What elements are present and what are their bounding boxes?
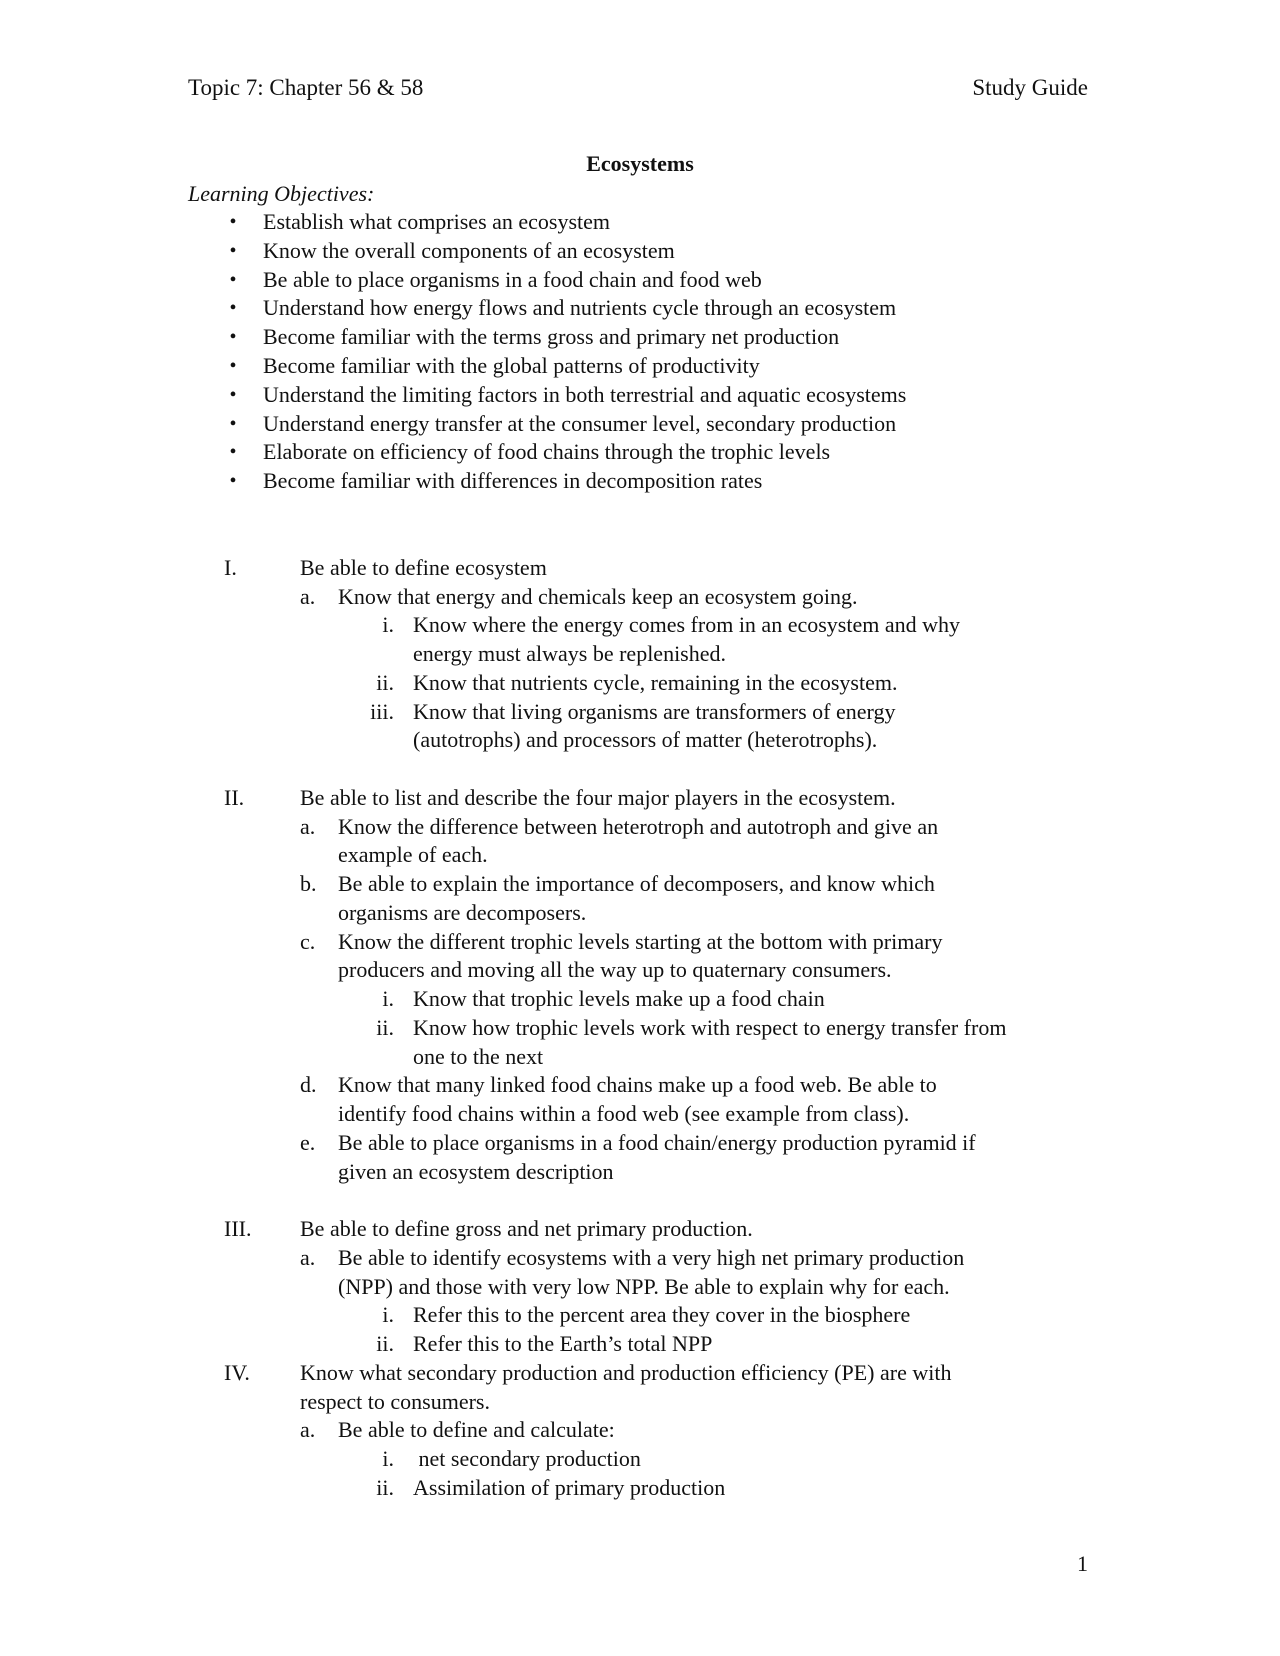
item-marker: a. xyxy=(300,814,316,839)
item-text: (NPP) and those with very low NPP. Be able to explain why for each. xyxy=(338,1274,950,1299)
outline-section-4 xyxy=(0,1358,1280,1387)
bullet-icon: • xyxy=(229,211,237,233)
subitem-marker: iii. xyxy=(370,699,394,724)
subitem-marker: ii. xyxy=(376,1015,394,1040)
subitem-text: Refer this to the Earth’s total NPP xyxy=(413,1331,713,1356)
bullet-icon: • xyxy=(229,268,237,291)
item-text: organisms are decomposers. xyxy=(338,900,587,925)
subitem-text: Assimilation of primary production xyxy=(413,1475,726,1500)
item-text: identify food chains within a food web (see example from class). xyxy=(338,1101,910,1126)
outline-section-continuation xyxy=(0,1387,1280,1416)
item-text: Be able to identify ecosystems with a very high net primary production xyxy=(338,1245,965,1270)
subitem-text: Know where the energy comes from in an ecosystem and why xyxy=(413,612,960,637)
item-marker: d. xyxy=(300,1072,317,1097)
outline-subitem xyxy=(0,1444,1280,1473)
outline-subitem xyxy=(0,697,1280,726)
subitem-text: (autotrophs) and processors of matter (heterotrophs). xyxy=(413,727,878,752)
objective-text: Elaborate on efficiency of food chains through the trophic levels xyxy=(263,439,831,465)
section-text: Be able to list and describe the four major players in the ecosystem. xyxy=(300,785,896,810)
section-marker: III. xyxy=(224,1216,252,1241)
outline-subitem xyxy=(0,1473,1280,1502)
objective-text: Understand how energy flows and nutrients cycle through an ecosystem xyxy=(263,295,897,321)
item-text: Know the difference between heterotroph and autotroph and give an xyxy=(338,814,939,839)
item-marker: c. xyxy=(300,929,316,954)
item-text: producers and moving all the way up to quaternary consumers. xyxy=(338,957,892,982)
outline-section-1 xyxy=(0,553,1280,582)
outline-item xyxy=(0,869,1280,898)
document-title: Ecosystems xyxy=(586,151,694,176)
outline-section-2 xyxy=(0,783,1280,812)
section-text: Be able to define gross and net primary production. xyxy=(300,1216,753,1241)
section-marker: I. xyxy=(224,555,237,580)
subitem-text: Know that living organisms are transformers of energy xyxy=(413,699,896,724)
outline-section-3 xyxy=(0,1214,1280,1243)
item-text: Know the different trophic levels starting at the bottom with primary xyxy=(338,929,943,954)
item-marker: e. xyxy=(300,1130,316,1155)
outline-item xyxy=(0,1070,1280,1099)
item-marker: a. xyxy=(300,1417,316,1442)
objective-text: Be able to place organisms in a food chain and food web xyxy=(263,266,762,292)
section-marker: IV. xyxy=(224,1360,250,1385)
outline-subitem xyxy=(0,1329,1280,1358)
subitem-marker: ii. xyxy=(376,670,394,695)
outline-item xyxy=(0,1128,1280,1157)
bullet-icon: • xyxy=(229,412,237,435)
header-study-guide: Study Guide xyxy=(972,75,1088,100)
item-text: Know that energy and chemicals keep an ecosystem going. xyxy=(338,584,858,609)
outline-item-continuation xyxy=(0,955,1280,984)
item-text: Be able to place organisms in a food chain/energy production pyramid if xyxy=(338,1130,976,1155)
outline-subitem xyxy=(0,1300,1280,1329)
item-text: Be able to explain the importance of decomposers, and know which xyxy=(338,871,935,896)
outline-subitem xyxy=(0,610,1280,639)
outline-item xyxy=(0,812,1280,841)
section-marker: II. xyxy=(224,785,245,810)
outline-subitem-continuation xyxy=(0,1042,1280,1071)
outline-subitem xyxy=(0,1013,1280,1042)
section-text: Be able to define ecosystem xyxy=(300,555,547,580)
item-text: given an ecosystem description xyxy=(338,1159,614,1184)
item-marker: b. xyxy=(300,871,317,896)
objective-text: Become familiar with the terms gross and primary net production xyxy=(263,324,840,350)
section-text: Know what secondary production and production efficiency (PE) are with xyxy=(300,1360,952,1385)
outline-item xyxy=(0,582,1280,611)
objective-text: Become familiar with differences in decomposition rates xyxy=(263,468,763,494)
bullet-icon: • xyxy=(229,441,237,464)
subitem-text: Know how trophic levels work with respect to energy transfer from xyxy=(413,1015,1007,1040)
item-text: Know that many linked food chains make up a food web. Be able to xyxy=(338,1072,937,1097)
outline-subitem-continuation xyxy=(0,725,1280,754)
outline-item-continuation xyxy=(0,1272,1280,1301)
item-marker: a. xyxy=(300,1245,316,1270)
outline-subitem xyxy=(0,668,1280,697)
subitem-marker: i. xyxy=(382,1302,394,1327)
item-text: example of each. xyxy=(338,842,488,867)
subitem-text: Know that trophic levels make up a food chain xyxy=(413,986,825,1011)
outline-subitem-continuation xyxy=(0,639,1280,668)
subitem-text: Refer this to the percent area they cover in the biosphere xyxy=(413,1302,911,1327)
outline-item-continuation xyxy=(0,898,1280,927)
bullet-icon: • xyxy=(229,297,237,320)
bullet-icon: • xyxy=(229,354,237,377)
objective-text: Become familiar with the global patterns of productivity xyxy=(263,352,760,378)
objective-text: Establish what comprises an ecosystem xyxy=(263,209,611,234)
outline-item-continuation xyxy=(0,1157,1280,1186)
subitem-text: net secondary production xyxy=(413,1446,641,1471)
header-topic: Topic 7: Chapter 56 & 58 xyxy=(188,75,424,100)
outline-item xyxy=(0,927,1280,956)
outline-item-continuation xyxy=(0,840,1280,869)
page-number: 1 xyxy=(1077,1551,1088,1576)
section-text: respect to consumers. xyxy=(300,1389,490,1414)
subitem-marker: ii. xyxy=(376,1331,394,1356)
outline-item xyxy=(0,1415,1280,1444)
subitem-marker: i. xyxy=(382,1446,394,1471)
objectives-heading: Learning Objectives: xyxy=(188,181,375,206)
outline-item-continuation xyxy=(0,1099,1280,1128)
bullet-icon: • xyxy=(229,383,237,406)
subitem-text: one to the next xyxy=(413,1044,544,1069)
outline-item xyxy=(0,1243,1280,1272)
subitem-text: energy must always be replenished. xyxy=(413,641,727,666)
objective-text: Understand the limiting factors in both terrestrial and aquatic ecosystems xyxy=(263,381,907,407)
item-marker: a. xyxy=(300,584,316,609)
objective-text: Know the overall components of an ecosystem xyxy=(263,237,675,263)
subitem-text: Know that nutrients cycle, remaining in the ecosystem. xyxy=(413,670,898,695)
subitem-marker: i. xyxy=(382,612,394,637)
item-text: Be able to define and calculate: xyxy=(338,1417,615,1442)
bullet-icon: • xyxy=(229,239,237,262)
bullet-icon: • xyxy=(229,470,237,493)
objective-text: Understand energy transfer at the consumer level, secondary production xyxy=(263,410,897,436)
subitem-marker: ii. xyxy=(376,1475,394,1500)
outline-subitem xyxy=(0,984,1280,1013)
subitem-marker: i. xyxy=(382,986,394,1011)
bullet-icon: • xyxy=(229,326,237,349)
